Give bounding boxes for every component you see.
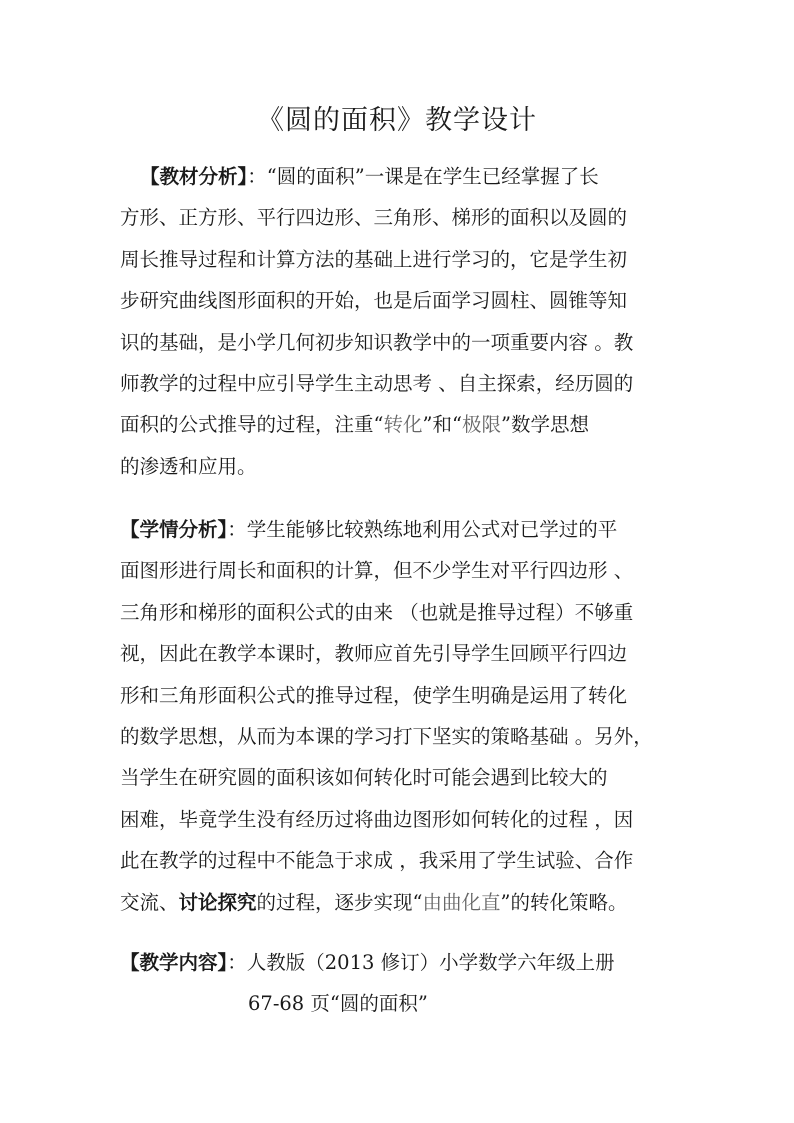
section-heading: 【教学内容】 [120,951,228,974]
text-span: ：人教版（2013 修订）小学数学六年级上册 [227,951,615,974]
section-teaching-content [120,942,680,1025]
text-span: ”和“ [422,413,462,437]
highlight-term: 极限 [461,413,501,437]
paragraph-line: 三角形和梯形的面积公式的由来 （也就是推导过程）不够重 [120,600,634,624]
paragraph-line [120,404,680,445]
text-span: ”的转化策略。 [500,890,628,914]
text-span: ：学生能够比较熟练地利用公式对已学过的平 [227,518,618,541]
highlight-term: 转化 [383,413,423,437]
paragraph-line: 方形、正方形、平行四边形、三角形、梯形的面积以及圆的 [120,206,628,230]
section-heading: 【教材分析】 [140,165,248,188]
paragraph-line: 此在教学的过程中不能急于求成 ，我采用了学生试验、合作 [120,849,634,873]
paragraph-line: 师教学的过程中应引导学生主动思考 、自主探索，经历圆的 [120,372,634,396]
text-span: ”数学思想 [500,413,589,437]
section-textbook-analysis [120,156,680,487]
paragraph-line: 周长推导过程和计算方法的基础上进行学习的，它是学生初 [120,247,628,271]
emphasis-term: 讨论探究 [178,890,257,914]
paragraph-line: 视，因此在教学本课时，教师应首先引导学生回顾平行四边 [120,642,628,666]
paragraph-line [120,882,680,923]
paragraph-line: 形和三角形面积公式的推导过程，使学生明确是运用了转化 [120,683,628,707]
section-heading: 【学情分析】 [120,518,228,541]
paragraph-line: 识的基础，是小学几何初步知识教学中的一项重要内容 。教 [120,330,634,354]
paragraph-line: 困难，毕竟学生没有经历过将曲边图形如何转化的过程 ，因 [120,807,634,831]
paragraph-line: 67-68 页“圆的面积” [248,992,428,1016]
paragraph-line [120,156,680,197]
paragraph-line: 当学生在研究圆的面积该如何转化时可能会遇到比较大的 [120,766,608,790]
text-span: ：“圆的面积”一课是在学生已经掌握了长 [247,165,599,188]
paragraph-line [120,509,680,550]
text-span: 交流、 [120,890,179,914]
paragraph-line: 的渗透和应用。 [120,454,257,478]
document-title: 《圆的面积》教学设计 [257,105,537,136]
section-student-analysis [120,509,680,923]
paragraph-line: 步研究曲线图形面积的开始，也是后面学习圆柱、圆锥等知 [120,289,628,313]
text-span: 的过程，逐步实现“ [256,890,423,914]
text-span: 面积的公式推导的过程，注重“ [120,413,384,437]
paragraph-line [120,942,680,983]
highlight-term: 由曲化直 [422,890,501,914]
paragraph-line: 的数学思想，从而为本课的学习打下坚实的策略基础 。另外， [120,725,653,749]
paragraph-line: 面图形进行周长和面积的计算，但不少学生对平行四边形 、 [120,559,634,583]
